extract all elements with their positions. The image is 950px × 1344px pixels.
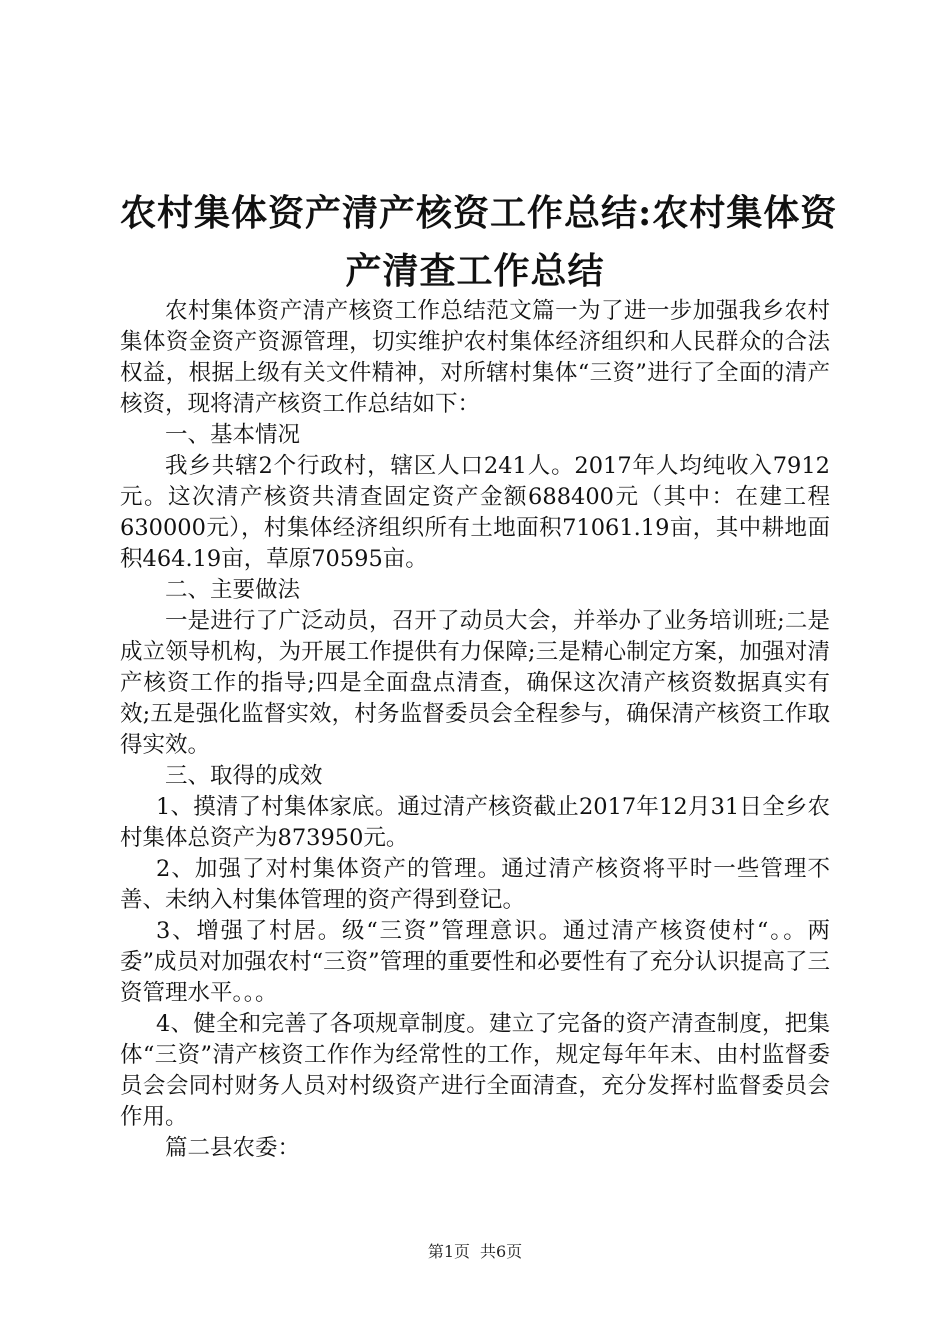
intro-paragraph: 农村集体资产清产核资工作总结范文篇一为了进一步加强我乡农村集体资金资产资源管理，切实维护农村集体经济组织和人民群众的合法权益，根据上级有关文件精神，对所辖村集体“三资”进行了全面的清产核资，现将清产核资工作总结如下： (120, 298, 830, 417)
title-line-2: 产清查工作总结 (345, 250, 605, 292)
page-total: 共6页 (480, 1242, 523, 1261)
page-footer (0, 1242, 950, 1262)
document-body (120, 296, 830, 1164)
section-heading-basic: 一、基本情况 (165, 422, 301, 448)
result-item-4: 4、健全和完善了各项规章制度。建立了完备的资产清查制度，把集体“三资”清产核资工作作为经常性的工作，规定每年年末、由村监督委员会会同村财务人员对村级资产进行全面清查，充分发挥村监督委员会作用。 (120, 1011, 830, 1130)
result-item-1: 1、摸清了村集体家底。通过清产核资截止2017年12月31日全乡农村集体总资产为873950元。 (120, 794, 830, 851)
document-title (120, 184, 838, 300)
result-item-2: 2、加强了对村集体资产的管理。通过清产核资将平时一些管理不善、未纳入村集体管理的资产得到登记。 (120, 856, 830, 913)
section-heading-methods: 二、主要做法 (165, 577, 301, 603)
methods-paragraph: 一是进行了广泛动员，召开了动员大会，并举办了业务培训班;二是成立领导机构，为开展工作提供有力保障;三是精心制定方案，加强对清产核资工作的指导;四是全面盘点清查，确保这次清产核资数据真实有效;五是强化监督实效，村务监督委员会全程参与，确保清产核资工作取得实效。 (120, 608, 830, 758)
title-line-1: 农村集体资产清产核资工作总结:农村集体资 (120, 192, 838, 234)
page-number: 第1页 (427, 1242, 470, 1261)
part-two-heading: 篇二县农委： (165, 1135, 301, 1161)
section-heading-results: 三、取得的成效 (165, 763, 323, 789)
result-item-3: 3、增强了村居。级“三资”管理意识。通过清产核资使村“。。两委”成员对加强农村“三资”管理的重要性和必要性有了充分认识提高了三资管理水平。。。 (120, 918, 830, 1006)
basic-info-paragraph: 我乡共辖2个行政村，辖区人口241人。2017年人均纯收入7912元。这次清产核资共清查固定资产金额688400元（其中：在建工程630000元），村集体经济组织所有土地面积71061.19亩，其中耕地面积464.19亩，草原70595亩。 (120, 453, 830, 572)
